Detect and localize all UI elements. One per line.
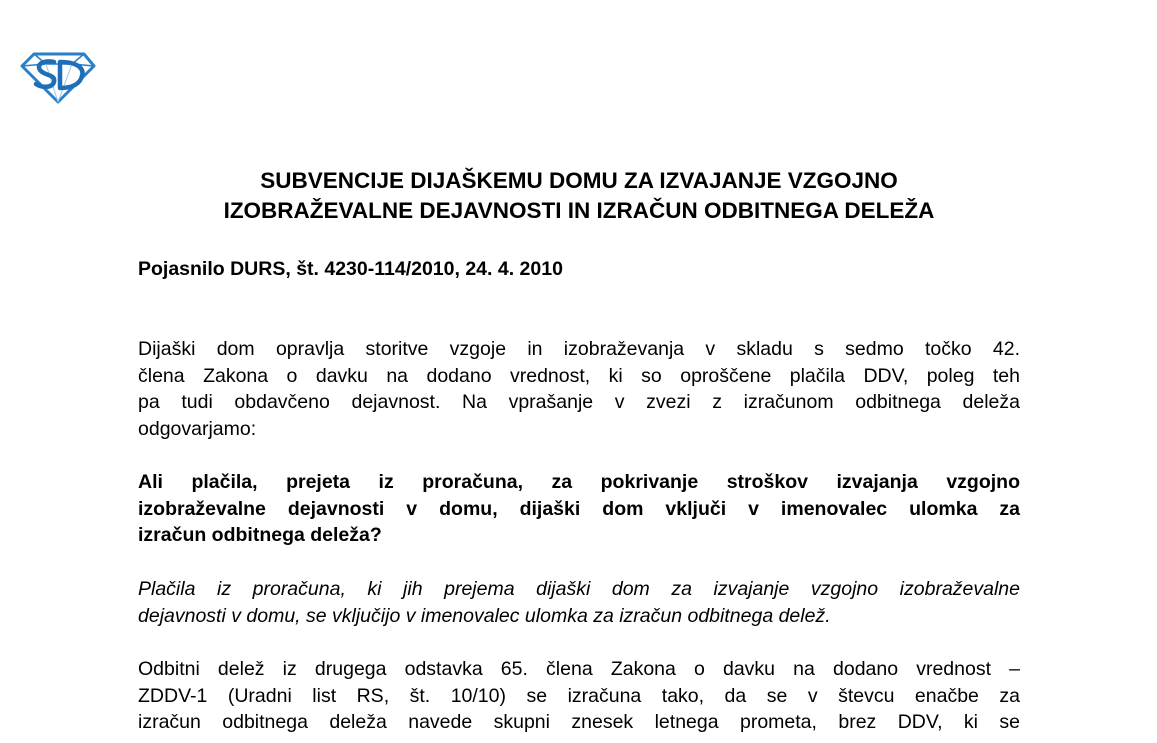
question-paragraph	[138, 469, 1020, 549]
text-line: ZDDV-1 (Uradni list RS, št. 10/10) se izračuna tako, da se v števcu enačbe za	[138, 684, 1020, 707]
text-line: Dijaški dom opravlja storitve vzgoje in izobraževanja v skladu s sedmo točko 42.	[138, 338, 1020, 360]
text-line: Plačila iz proračuna, ki jih prejema dijaški dom za izvajanje vzgojno izobraževalne	[138, 578, 1020, 600]
explanation-paragraph	[138, 656, 1020, 736]
answer-paragraph	[138, 576, 1020, 629]
text-line: dejavnosti v domu, se vključijo v imenovalec ulomka za izračun odbitnega delež.	[138, 604, 831, 627]
document-title-line-1: SUBVENCIJE DIJAŠKEMU DOMU ZA IZVAJANJE VZGOJNO	[260, 168, 898, 193]
text-line: Odbitni delež iz drugega odstavka 65. člena Zakona o davku na dodano vrednost –	[138, 658, 1020, 680]
document-reference: Pojasnilo DURS, št. 4230-114/2010, 24. 4. 2010	[138, 258, 563, 280]
text-line: izobraževalne dejavnosti v domu, dijaški dom vključi v imenovalec ulomka za	[138, 497, 1020, 520]
sd-shield-logo-icon	[20, 48, 98, 106]
text-line: Ali plačila, prejeta iz proračuna, za pokrivanje stroškov izvajanja vzgojno	[138, 471, 1020, 493]
text-line: odgovarjamo:	[138, 417, 257, 440]
intro-paragraph	[138, 336, 1020, 442]
text-line: pa tudi obdavčeno dejavnost. Na vprašanje v zvezi z izračunom odbitnega deleža	[138, 391, 1020, 413]
text-line: člena Zakona o davku na dodano vrednost, ki so oproščene plačila DDV, poleg teh	[138, 364, 1020, 387]
document-title	[138, 166, 1020, 226]
text-line: izračun odbitnega deleža navede skupni znesek letnega prometa, brez DDV, ki se	[138, 711, 1020, 733]
text-line: izračun odbitnega deleža?	[138, 524, 382, 546]
company-logo	[20, 48, 98, 106]
document-title-line-2: IZOBRAŽEVALNE DEJAVNOSTI IN IZRAČUN ODBITNEGA DELEŽA	[223, 198, 935, 223]
